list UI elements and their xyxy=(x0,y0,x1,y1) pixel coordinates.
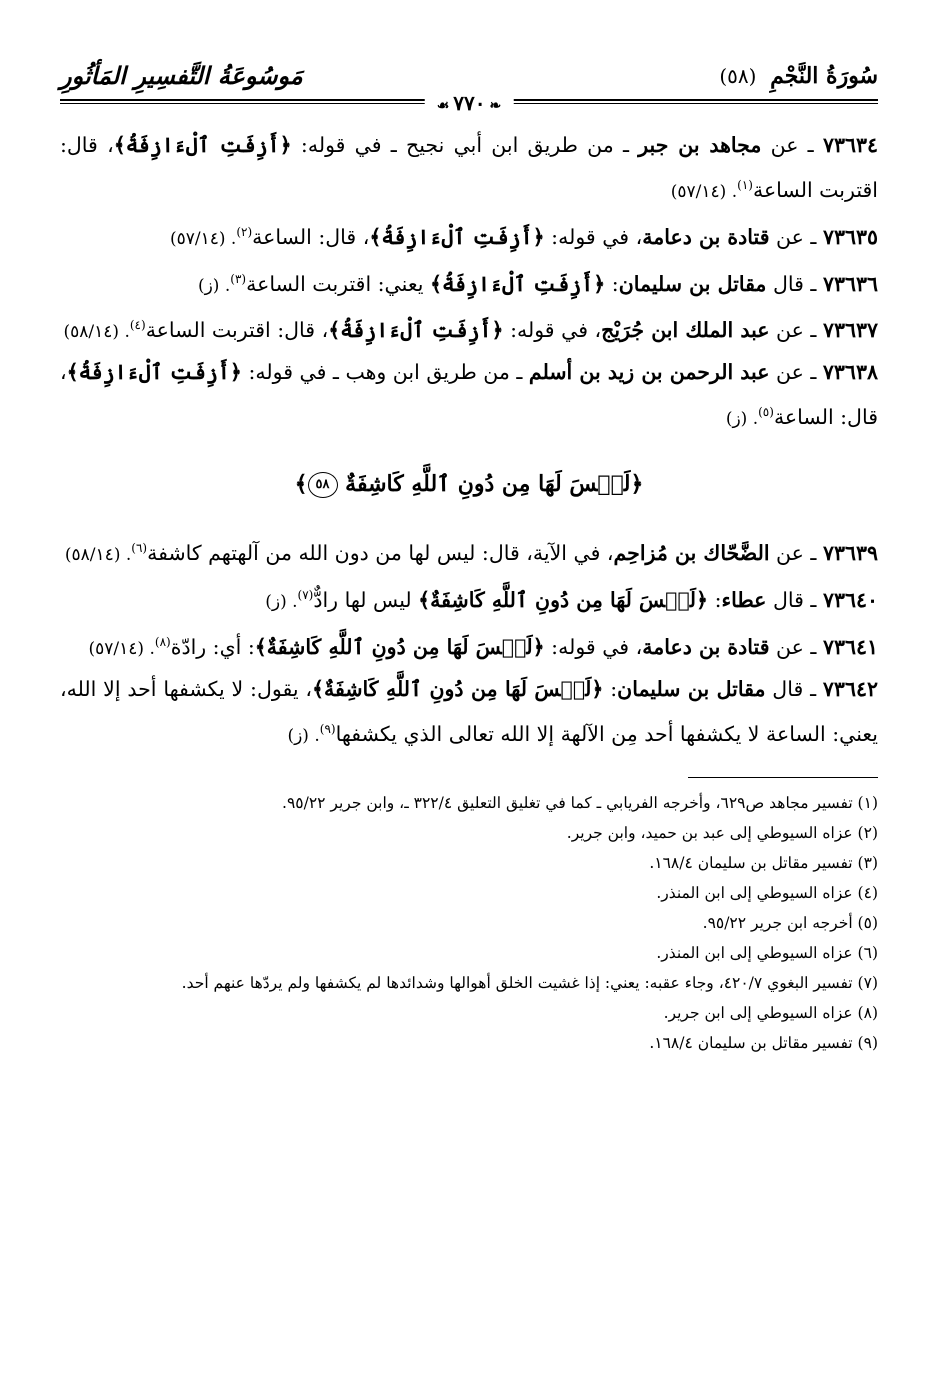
narration-text: ـ من طريق ابن أبي نجيح ـ في قوله: xyxy=(291,133,639,157)
footnote-marker: (٥) xyxy=(758,405,774,420)
narration-entry xyxy=(60,575,878,622)
quran-quote: ﴿أَزِفَتِ ٱلْءَازِفَةُ﴾ xyxy=(113,133,292,157)
source-reference: . (ز) xyxy=(197,275,231,296)
footnote: (٧) تفسير البغوي ٤٢٠/٧، وجاء عقبه: يعني: إذا غشيت الخلق أهوالها وشدائدها لم يكشفها ولم يردّها عنهم أحد. xyxy=(181,974,878,993)
ayah-text: ﴿لَيۡسَ لَهَا مِن دُونِ ٱللَّهِ كَاشِفَةٌ xyxy=(345,471,644,498)
narration-saying: ، قال: الساعة xyxy=(252,224,370,249)
footnote-marker: (٣) xyxy=(230,271,247,286)
page-body xyxy=(60,125,878,1058)
ayah-close: ﴾ xyxy=(294,471,308,498)
narrator-name: عطاء xyxy=(721,587,767,612)
footnote: (٢) عزاه السيوطي إلى عبد بن حميد، وابن جرير. xyxy=(566,824,878,843)
quran-quote: ﴿أَزِفَتِ ٱلْءَازِفَةُ﴾ xyxy=(369,224,545,249)
narration-text: ، في الآية، قال: ليس لها من دون الله من آلهتهم كاشفة xyxy=(147,540,614,565)
source-reference: . (ز) xyxy=(265,591,298,612)
book-title: مَوسُوعَةُ التَّفسِيرِ المَأثُورِ xyxy=(60,61,303,90)
narration-entry xyxy=(60,259,878,306)
narrator-name: الضَّحّاك بن مُزاحِم xyxy=(613,540,770,565)
narration-entry xyxy=(60,212,878,259)
narration-saying: ، قال: اقتربت الساعة xyxy=(145,318,329,343)
page-number: ❧٧٧٠☙ xyxy=(425,91,514,115)
narration-intro: ـ عن xyxy=(769,318,817,343)
source-reference: . (٥٧/١٤) xyxy=(670,181,738,202)
narrator-name: قتادة بن دعامة xyxy=(642,634,770,659)
quran-quote: ﴿أَزِفَتِ ٱلْءَازِفَةُ﴾ xyxy=(328,318,504,343)
narration-intro: ـ عن xyxy=(769,224,817,249)
quran-quote: ﴿أَزِفَتِ ٱلْءَازِفَةُ﴾ xyxy=(66,360,242,385)
narration-number: ٧٣٦٣٨ xyxy=(822,360,878,385)
narration-entry xyxy=(60,622,878,669)
narration-number: ٧٣٦٤٠ xyxy=(822,587,878,612)
narrator-name: مقاتل بن سليمان xyxy=(618,271,767,296)
narration-text: ـ من طريق ابن وهب ـ في قوله: xyxy=(241,360,529,385)
quran-quote: ﴿أَزِفَتِ ٱلْءَازِفَةُ﴾ xyxy=(429,271,606,296)
narration-intro: ـ عن xyxy=(769,634,817,659)
narration-number: ٧٣٦٣٧ xyxy=(822,318,878,343)
narration-saying: ، قال: اقتربت الساعة xyxy=(60,133,878,202)
narration-intro: ـ عن xyxy=(769,360,817,385)
narrator-name: مجاهد بن جبر xyxy=(638,133,762,157)
narration-intro: ـ عن xyxy=(769,540,817,565)
footnote: (٤) عزاه السيوطي إلى ابن المنذر. xyxy=(656,884,878,903)
narration-entry xyxy=(60,669,878,756)
footnote-marker: (٩) xyxy=(319,721,336,736)
source-reference: . (٥٧/١٤) xyxy=(88,638,155,659)
narration-saying: ليس لها رادٌّ xyxy=(313,587,419,612)
quran-quote: ﴿لَيۡسَ لَهَا مِن دُونِ ٱللَّهِ كَاشِفَةٌ﴾ xyxy=(311,676,604,701)
narration-text: : xyxy=(603,676,618,701)
source-reference: . (ز) xyxy=(287,725,320,746)
footnote: (٨) عزاه السيوطي إلى ابن جرير. xyxy=(663,1004,878,1023)
narrator-name: عبد الرحمن بن زيد بن أسلم xyxy=(528,360,770,385)
footnote-marker: (٨) xyxy=(154,634,171,649)
footnote: (١) تفسير مجاهد ص٦٢٩، وأخرجه الفريابي ـ كما في تغليق التعليق ٣٢٢/٤ ـ، وابن جرير ٩٥/٢٢. xyxy=(282,794,878,813)
ornament-right-icon: ☙ xyxy=(436,98,450,114)
narrator-name: عبد الملك ابن جُرَيْج xyxy=(601,318,770,343)
narration-entry xyxy=(60,305,878,352)
narrator-name: مقاتل بن سليمان xyxy=(617,676,766,701)
narration-text: : xyxy=(605,271,619,296)
footnote-marker: (٧) xyxy=(297,587,314,602)
narration-number: ٧٣٦٣٤ xyxy=(822,133,878,157)
footnote: (٣) تفسير مقاتل بن سليمان ١٦٨/٤. xyxy=(649,854,878,873)
footnote-marker: (٢) xyxy=(236,224,253,239)
narration-entry xyxy=(60,528,878,575)
narration-saying: يعني: اقتربت الساعة xyxy=(246,271,430,296)
narration-text: : xyxy=(708,587,722,612)
narration-text: ، في قوله: xyxy=(544,634,643,659)
narration-number: ٧٣٦٣٦ xyxy=(822,271,878,296)
page xyxy=(60,55,878,1355)
source-reference: . (ز) xyxy=(725,409,759,430)
narration-entry xyxy=(60,352,878,439)
source-reference: . (٥٧/١٤) xyxy=(169,228,237,249)
entries-group-b xyxy=(60,528,878,755)
source-reference: . (٥٨/١٤) xyxy=(63,322,130,343)
footnote-marker: (٤) xyxy=(129,318,146,333)
narration-number: ٧٣٦٤١ xyxy=(822,634,878,659)
narration-text: ، في قوله: xyxy=(544,224,643,249)
ayah-heading xyxy=(60,471,878,498)
quran-quote: ﴿لَيۡسَ لَهَا مِن دُونِ ٱللَّهِ كَاشِفَةٌ﴾ xyxy=(254,634,545,659)
page-header xyxy=(60,55,878,125)
narration-intro: ـ عن xyxy=(761,133,814,157)
ayah-range: (٥٨) xyxy=(719,64,757,88)
source-reference: . (٥٨/١٤) xyxy=(64,544,132,565)
narration-number: ٧٣٦٤٢ xyxy=(822,676,878,701)
narration-text: ، في قوله: xyxy=(503,318,602,343)
footnote: (٥) أخرجه ابن جرير ٩٥/٢٢. xyxy=(702,914,878,933)
narration-entry xyxy=(60,125,878,212)
narration-intro: ـ قال xyxy=(766,271,817,296)
narration-saying: ، قال: الساعة xyxy=(60,360,878,430)
footnote: (٩) تفسير مقاتل بن سليمان ١٦٨/٤. xyxy=(649,1034,878,1053)
footnote-marker: (١) xyxy=(737,178,753,192)
surah-header xyxy=(719,63,878,89)
footnote: (٦) عزاه السيوطي إلى ابن المنذر. xyxy=(656,944,878,963)
quran-quote: ﴿لَيۡسَ لَهَا مِن دُونِ ٱللَّهِ كَاشِفَةٌ﴾ xyxy=(418,587,709,612)
narration-intro: ـ قال xyxy=(766,587,817,612)
ayah-number: ٥٨ xyxy=(308,472,338,498)
footnotes xyxy=(60,788,878,1058)
narrator-name: قتادة بن دعامة xyxy=(642,224,770,249)
narration-saying: ، يقول: لا يكشفها أحد إلا الله، يعني: الساعة لا يكشفها أحد مِن الآلهة إلا الله تعالى الذي يكشفها xyxy=(60,676,878,746)
narration-number: ٧٣٦٣٥ xyxy=(822,224,878,249)
narration-number: ٧٣٦٣٩ xyxy=(822,540,878,565)
narration-intro: ـ قال xyxy=(765,676,817,701)
surah-title: سُورَةُ النَّجْمِ xyxy=(770,63,878,89)
narration-saying: : أي: رادّة xyxy=(170,634,255,659)
footnote-marker: (٦) xyxy=(131,541,148,556)
footnote-separator xyxy=(688,777,878,778)
ornament-left-icon: ❧ xyxy=(489,98,502,114)
entries-group-a xyxy=(60,125,878,439)
